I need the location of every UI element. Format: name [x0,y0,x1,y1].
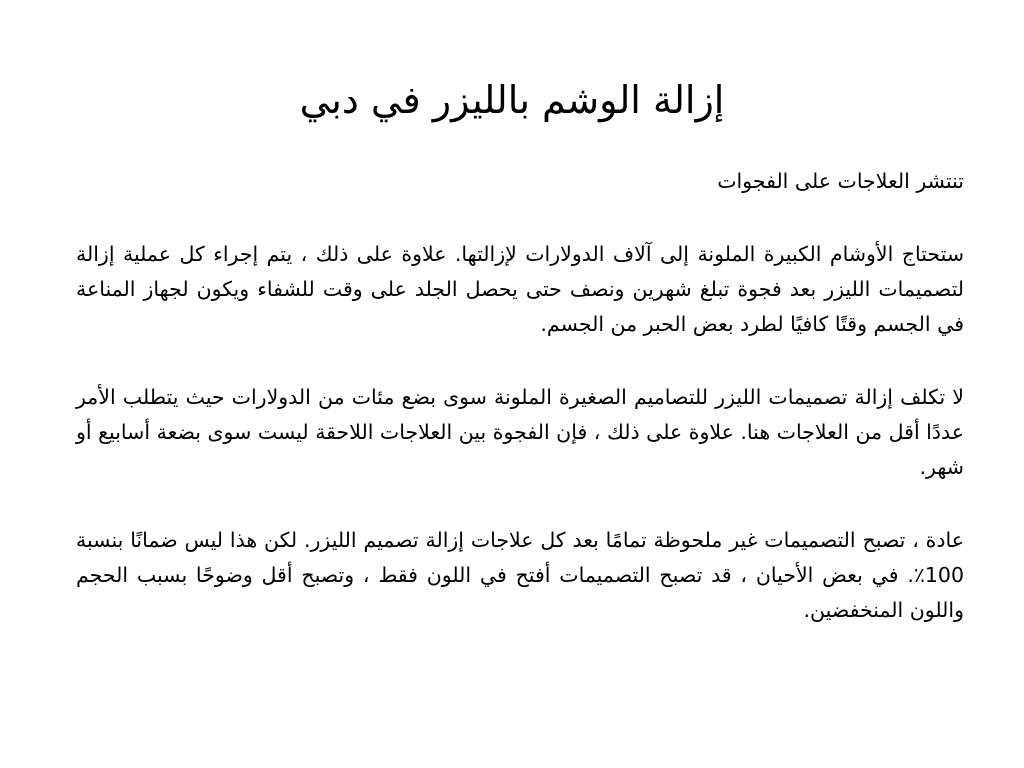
paragraph-large-tattoos: ستحتاج الأوشام الكبيرة الملونة إلى آلاف الدولارات لإزالتها. علاوة على ذلك ، يتم إجراء كل عملية إزالة لتصميمات الليزر بعد فجوة تبلغ شهرين ونصف حتى يحصل الجلد على وقت للشفاء ويكون لجهاز المناعة في الجسم وقتًا كافيًا لطرد بعض الحبر من الجسم. [76,242,964,336]
paragraph-small-tattoos: لا تكلف إزالة تصميمات الليزر للتصاميم الصغيرة الملونة سوى بضع مئات من الدولارات حيث يتطلب الأمر عددًا أقل من العلاجات هنا. علاوة على ذلك ، فإن الفجوة بين العلاجات اللاحقة ليست سوى بضعة أسابيع أو شهر. [76,385,964,479]
slide-body [76,164,964,628]
slide-title: إزالة الوشم بالليزر في دبي [299,78,725,122]
paragraph-subtitle: تنتشر العلاجات على الفجوات [717,169,964,193]
paragraph-results: عادة ، تصبح التصميمات غير ملحوظة تمامًا بعد كل علاجات إزالة تصميم الليزر. لكن هذا ليس ضمانًا بنسبة 100٪. في بعض الأحيان ، قد تصبح التصميمات أفتح في اللون فقط ، وتصبح أقل وضوحًا بسبب الحجم واللون المنخفضين. [76,528,964,622]
